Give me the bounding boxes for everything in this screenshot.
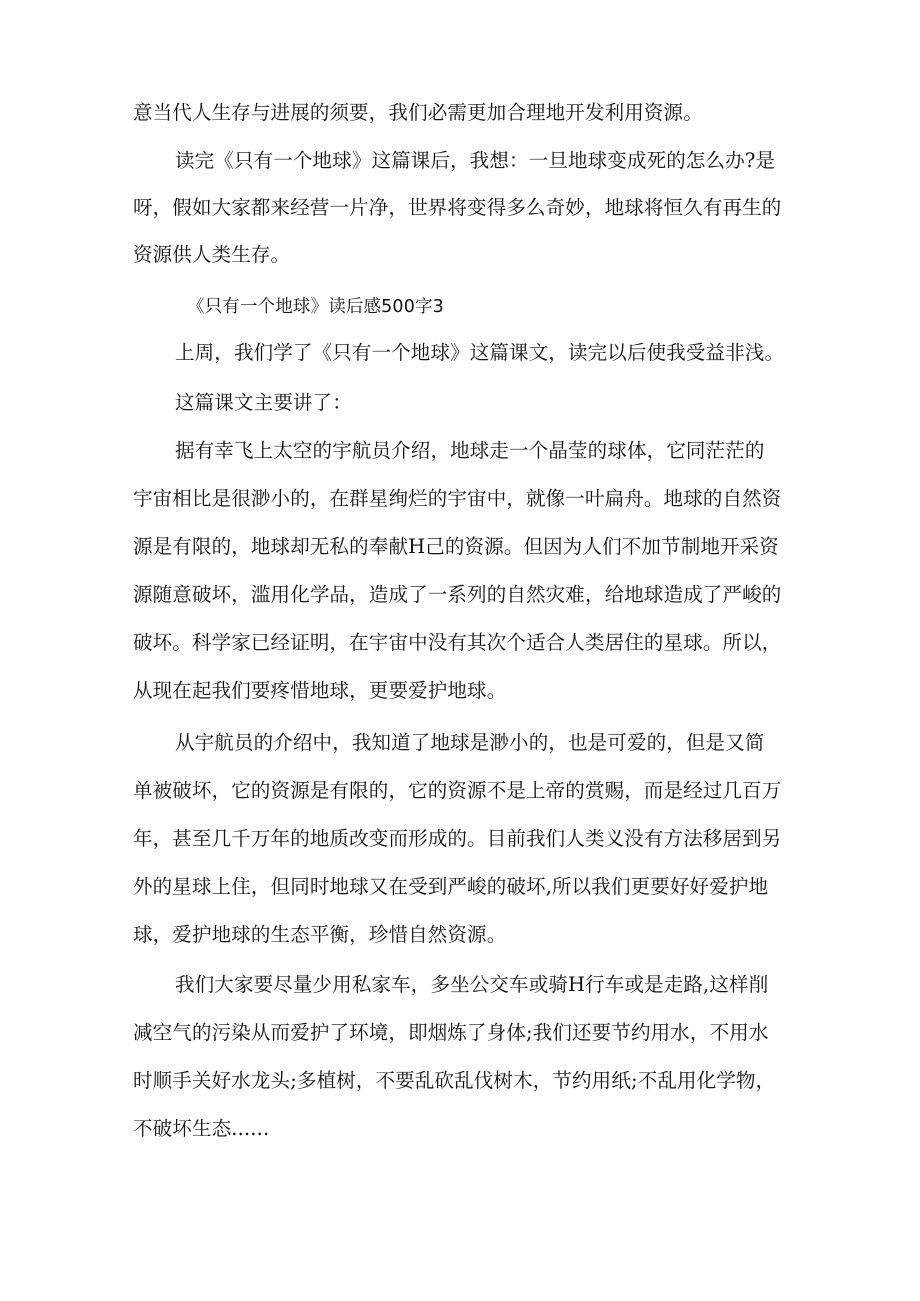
text-line: 意当代人生存与进展的须要，我们必需更加合理地开发利用资源。 — [133, 101, 703, 124]
text-line: 宇宙相比是很渺小的，在群星绚烂的宇宙中，就像一叶扁舟。地球的自然资 — [133, 487, 782, 510]
section-heading: 《只有一个地球》读后感500字3 — [187, 297, 444, 317]
text-line: 读完《只有一个地球》这篇课后，我想：一旦地球变成死的怎么办?是 — [175, 149, 776, 172]
text-line: 年，甚至几千万年的地质改变而形成的。目前我们人类义没有方法移居到另 — [133, 827, 782, 850]
text-line: 源随意破坏，滥用化学品，造成了一系列的自然灾难，给地球造成了严峻的 — [133, 583, 782, 606]
text-line: 呀，假如大家都来经营一片净，世界将变得多么奇妙，地球将恒久有再生的 — [133, 196, 782, 219]
text-line: 破坏。科学家已经证明，在宇宙中没有其次个适合人类居住的星球。所以， — [133, 631, 782, 654]
text-line: 源是有限的，地球却无私的奉献H己的资源。但因为人们不加节制地开采资 — [133, 535, 779, 558]
text-line: 从现在起我们要疼惜地球，更要爱护地球。 — [133, 679, 507, 702]
text-line: 时顺手关好水龙头;多植树，不要乱砍乱伐树木，节约用纸;不乱用化学物， — [133, 1069, 776, 1092]
text-line: 减空气的污染从而爱护了环境，即烟炼了身体;我们还要节约用水，不用水 — [133, 1021, 769, 1044]
text-line: 单被破坏，它的资源是有限的，它的资源不是上帝的赏赐，而是经过几百万 — [133, 779, 782, 802]
text-line: 资源供人类生存。 — [133, 243, 291, 266]
text-line: 上周，我们学了《只有一个地球》这篇课文，读完以后使我受益非浅。 — [175, 341, 785, 364]
text-line: 从宇航员的介绍中，我知道了地球是渺小的，也是可爱的，但是又简 — [175, 731, 765, 754]
text-line: 外的星球上住，但同时地球又在受到严峻的破坏,所以我们更要好好爱护地 — [133, 875, 769, 898]
text-line: 不破坏生态...... — [133, 1117, 270, 1140]
text-line: 据有幸飞上太空的宇航员介绍，地球走一个晶莹的球体，它同茫茫的 — [175, 439, 765, 462]
text-line: 球，爱护地球的生态平衡，珍惜自然资源。 — [133, 923, 507, 946]
text-line: 这篇课文主要讲了： — [175, 391, 352, 414]
text-line: 我们大家要尽量少用私家车，多坐公交车或骑H行车或是走路,这样削 — [175, 973, 769, 996]
